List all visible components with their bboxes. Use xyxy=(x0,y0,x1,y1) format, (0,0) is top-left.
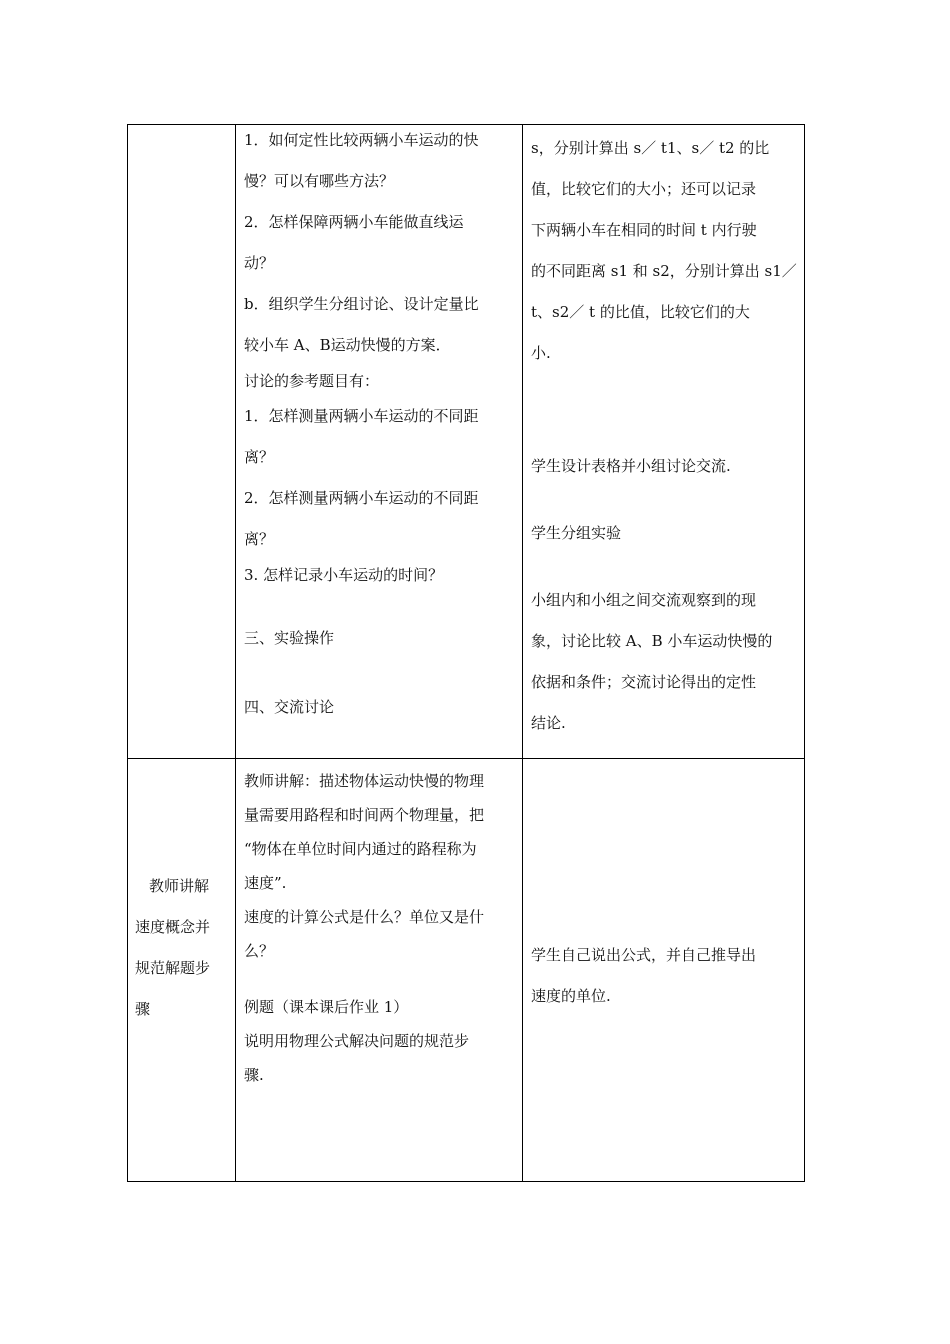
column-divider-2 xyxy=(522,124,523,1182)
text-line: 离？ xyxy=(244,530,275,548)
column-divider-1 xyxy=(235,124,236,1182)
stage-title-line: 规范解题步 xyxy=(135,959,211,977)
text-line: 骤. xyxy=(244,1066,264,1084)
text-line: 学生分组实验 xyxy=(531,524,622,542)
text-line: 象，讨论比较 A、B 小车运动快慢的 xyxy=(531,632,773,650)
text-line: 慢？可以有哪些方法？ xyxy=(244,172,395,190)
row2-middle-cell xyxy=(244,764,522,1092)
table-bottom-border xyxy=(127,1181,805,1182)
text-line: 下两辆小车在相同的时间 t 内行驶 xyxy=(531,221,757,239)
text-line: 动？ xyxy=(244,254,275,272)
stage-title-line: 骤 xyxy=(135,1000,151,1018)
row-divider xyxy=(127,758,805,759)
text-line: 2．怎样保障两辆小车能做直线运 xyxy=(244,213,464,231)
text-line: 讨论的参考题目有： xyxy=(244,372,380,390)
text-line: 1．怎样测量两辆小车运动的不同距 xyxy=(244,407,479,425)
text-line: s，分别计算出 s／ t1、s／ t2 的比 xyxy=(531,139,770,157)
table-right-border xyxy=(804,124,805,1182)
table-left-border xyxy=(127,124,128,1182)
text-line: 学生自己说出公式，并自己推导出 xyxy=(531,946,757,964)
text-line: 结论. xyxy=(531,714,566,732)
section-heading: 三、实验操作 xyxy=(244,629,335,647)
text-line: 较小车 A、B运动快慢的方案． xyxy=(244,336,451,354)
text-line: 说明用物理公式解决问题的规范步 xyxy=(244,1032,470,1050)
stage-title-line: 教师讲解 xyxy=(149,877,210,895)
lesson-table xyxy=(127,124,805,1182)
text-line: 教师讲解：描述物体运动快慢的物理 xyxy=(244,772,485,790)
text-line: 3. 怎样记录小车运动的时间？ xyxy=(244,566,444,584)
text-line: 小组内和小组之间交流观察到的现 xyxy=(531,591,757,609)
row2-left-cell xyxy=(135,866,231,1030)
text-line: 么？ xyxy=(244,942,275,960)
row1-right-cell xyxy=(531,128,797,744)
text-line: 1．如何定性比较两辆小车运动的快 xyxy=(244,131,479,149)
row1-middle-cell xyxy=(244,120,522,728)
stage-title-line: 速度概念并 xyxy=(135,918,211,936)
section-heading: 四、交流讨论 xyxy=(244,698,335,716)
text-line: 速度”. xyxy=(244,874,287,892)
text-line: 的不同距离 s1 和 s2，分别计算出 s1／ xyxy=(531,262,797,280)
text-line: b．组织学生分组讨论、设计定量比 xyxy=(244,295,479,313)
text-line: 量需要用路程和时间两个物理量，把 xyxy=(244,806,485,824)
text-line: 值，比较它们的大小；还可以记录 xyxy=(531,180,757,198)
text-line: 速度的计算公式是什么？单位又是什 xyxy=(244,908,485,926)
text-line: 学生设计表格并小组讨论交流. xyxy=(531,457,731,475)
row2-right-cell xyxy=(531,935,797,1017)
text-line: t、s2／ t 的比值，比较它们的大 xyxy=(531,303,750,321)
text-line: 速度的单位. xyxy=(531,987,611,1005)
text-line: 2．怎样测量两辆小车运动的不同距 xyxy=(244,489,479,507)
text-line: 离？ xyxy=(244,448,275,466)
text-line: 例题（课本课后作业 1） xyxy=(244,998,409,1016)
text-line: 依据和条件；交流讨论得出的定性 xyxy=(531,673,757,691)
text-line: “物体在单位时间内通过的路程称为 xyxy=(244,840,477,858)
text-line: 小. xyxy=(531,344,551,362)
